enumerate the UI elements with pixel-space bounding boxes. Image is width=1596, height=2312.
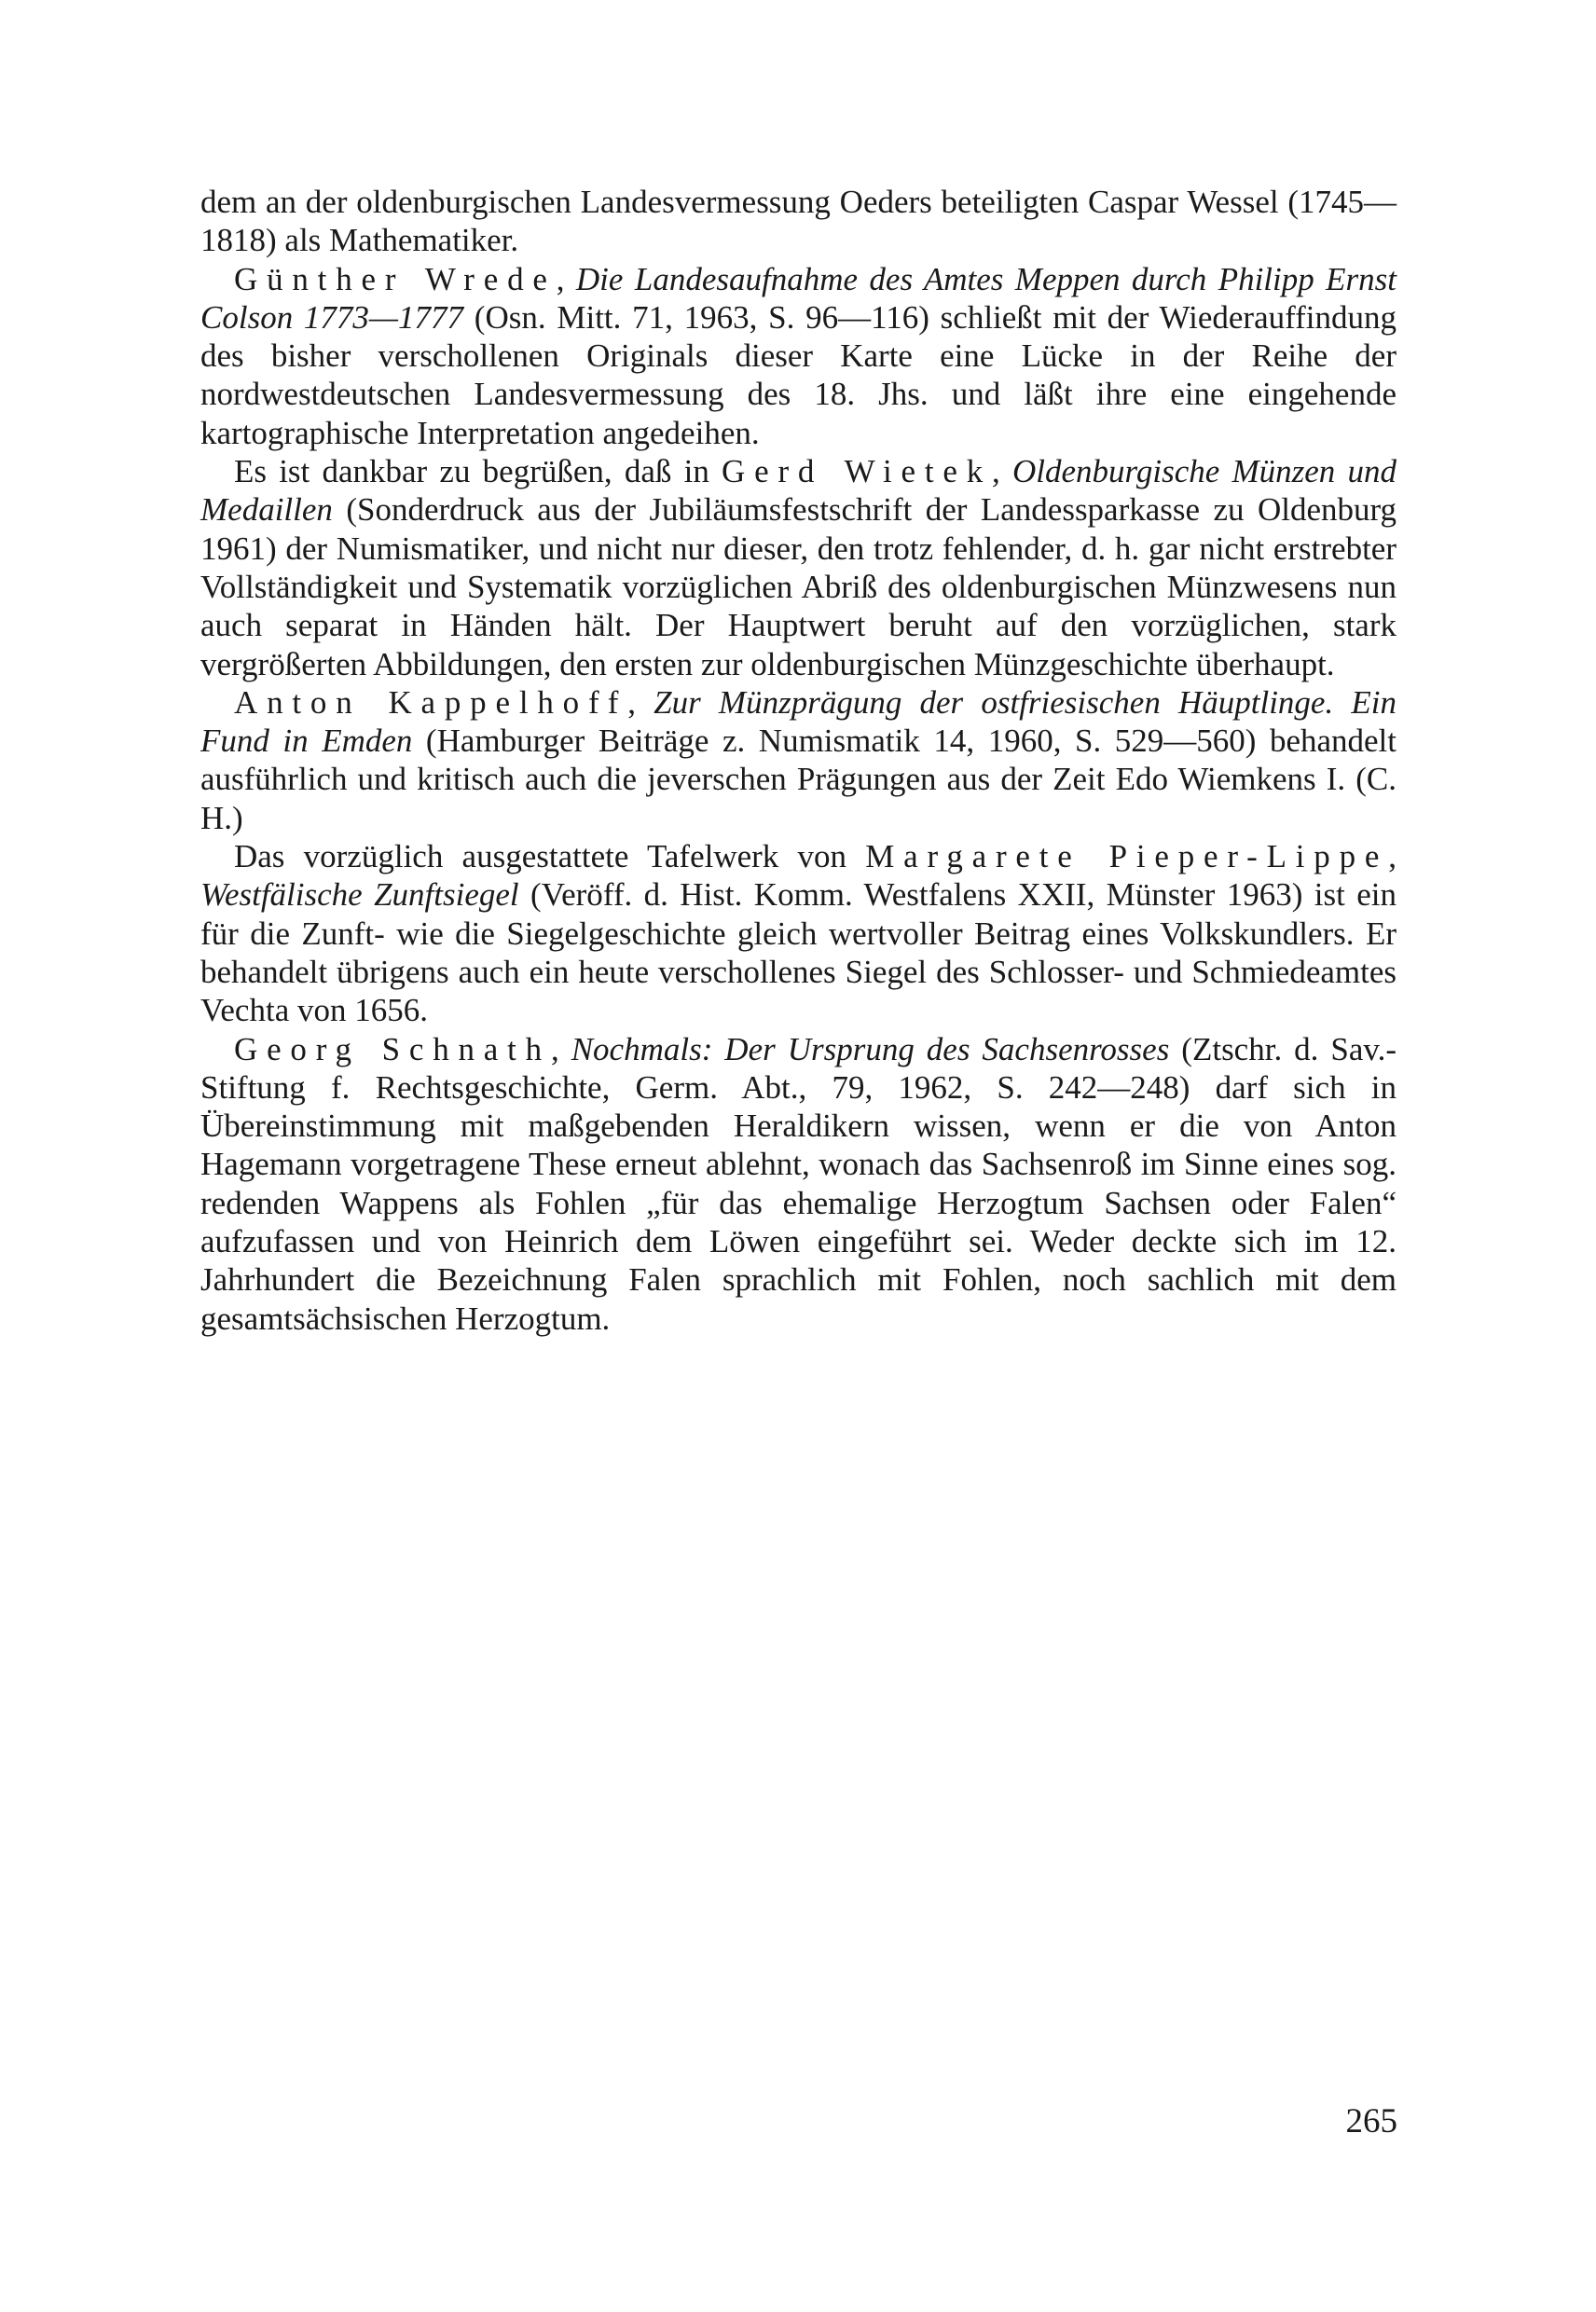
page-number: 265 (1345, 2102, 1397, 2140)
work-title: Zur Münzprägung der ostfriesischen Häuptlinge. Ein Fund in Emden (200, 683, 1396, 760)
text-segment: dem an der oldenburgischen Landesvermessung Oeders beteiligten Caspar Wessel (1745—1818) als Mathematiker. (200, 184, 1396, 259)
work-title: Westfälische Zunftsiegel (200, 876, 519, 914)
paragraph-oeders (200, 183, 1396, 260)
text-segment: , (1388, 838, 1396, 875)
author-name: Gerd Wietek (722, 453, 993, 490)
text-segment: (Hamburger Beiträge z. Numismatik 14, 1960, S. 529—560) behandelt ausführlich und kritisch auch die jeverschen Prägungen aus der Zeit Edo Wiemkens I. (C. H.) (200, 722, 1397, 836)
work-title: Oldenburgische Münzen und Medaillen (200, 453, 1396, 529)
author-name: Anton Kappelhoff (234, 683, 628, 721)
author-name: Günther Wrede (234, 260, 557, 297)
text-segment: , (550, 1030, 571, 1067)
text-segment: , (627, 683, 654, 721)
work-title: Die Landesaufnahme des Amtes Meppen durch Philipp Ernst Colson 1773—1777 (200, 260, 1396, 336)
text-segment: (Ztschr. d. Sav.-Stiftung f. Rechtsgeschichte, Germ. Abt., 79, 1962, S. 242—248) darf sich in Übereinstimmung mit maßgebenden Heraldikern wissen, wenn er die von Anton Hagemann vorgetragene These erneut ablehnt, wonach das Sachsenroß im Sinne eines sog. redenden Wappens als Fohlen „für das ehemalige Herzogtum Sachsen oder Falen“ aufzufassen und von Heinrich dem Löwen eingeführt sei. Weder deckte sich im 12. Jahrhundert die Bezeichnung Falen sprachlich mit Fohlen, noch sachlich mit dem gesamtsächsischen Herzogtum. (200, 1030, 1397, 1337)
text-segment: , (556, 260, 576, 297)
text-segment: (Osn. Mitt. 71, 1963, S. 96—116) schließt mit der Wiederauffindung des bisher verschollenen Originals dieser Karte eine Lücke in der Reihe der nordwestdeutschen Landesvermessung des 18. Jhs. und läßt ihre eine eingehende kartographische Interpretation angedeihen. (200, 298, 1397, 451)
author-name: Margarete Pieper-Lippe (865, 838, 1389, 875)
text-segment: , (992, 453, 1012, 490)
text-segment: (Veröff. d. Hist. Komm. Westfalens XXII, Münster 1963) ist ein für die Zunft- wie die Siegelgeschichte gleich wertvoller Beitrag eines Volkskundlers. Er behandelt übrigens auch ein heute verschollenes Siegel des Schlosser- und Schmiedeamtes Vechta von 1656. (200, 876, 1396, 1029)
paragraph-schnath (200, 1030, 1396, 1338)
paragraph-wrede (200, 260, 1396, 452)
paragraph-wietek (200, 452, 1396, 683)
text-segment: Es ist dankbar zu begrüßen, daß in (234, 453, 722, 490)
author-name: Georg Schnath (234, 1030, 551, 1067)
paragraph-pieper-lippe (200, 837, 1396, 1029)
work-title: Nochmals: Der Ursprung des Sachsenrosses (571, 1030, 1170, 1067)
body-text (200, 183, 1396, 1338)
text-segment: (Sonderdruck aus der Jubiläumsfestschrift der Landessparkasse zu Oldenburg 1961) der Numismatiker, und nicht nur dieser, den trotz fehlender, d. h. gar nicht erstrebter Vollständigkeit und Systematik vorzüglichen Abriß des oldenburgischen Münzwesens nun auch separat in Händen hält. Der Hauptwert beruht auf den vorzüglichen, stark vergrößerten Abbildungen, den ersten zur oldenburgischen Münzgeschichte überhaupt. (200, 491, 1396, 682)
text-segment: Das vorzüglich ausgestattete Tafelwerk von (234, 838, 866, 875)
paragraph-kappelhoff (200, 683, 1396, 837)
